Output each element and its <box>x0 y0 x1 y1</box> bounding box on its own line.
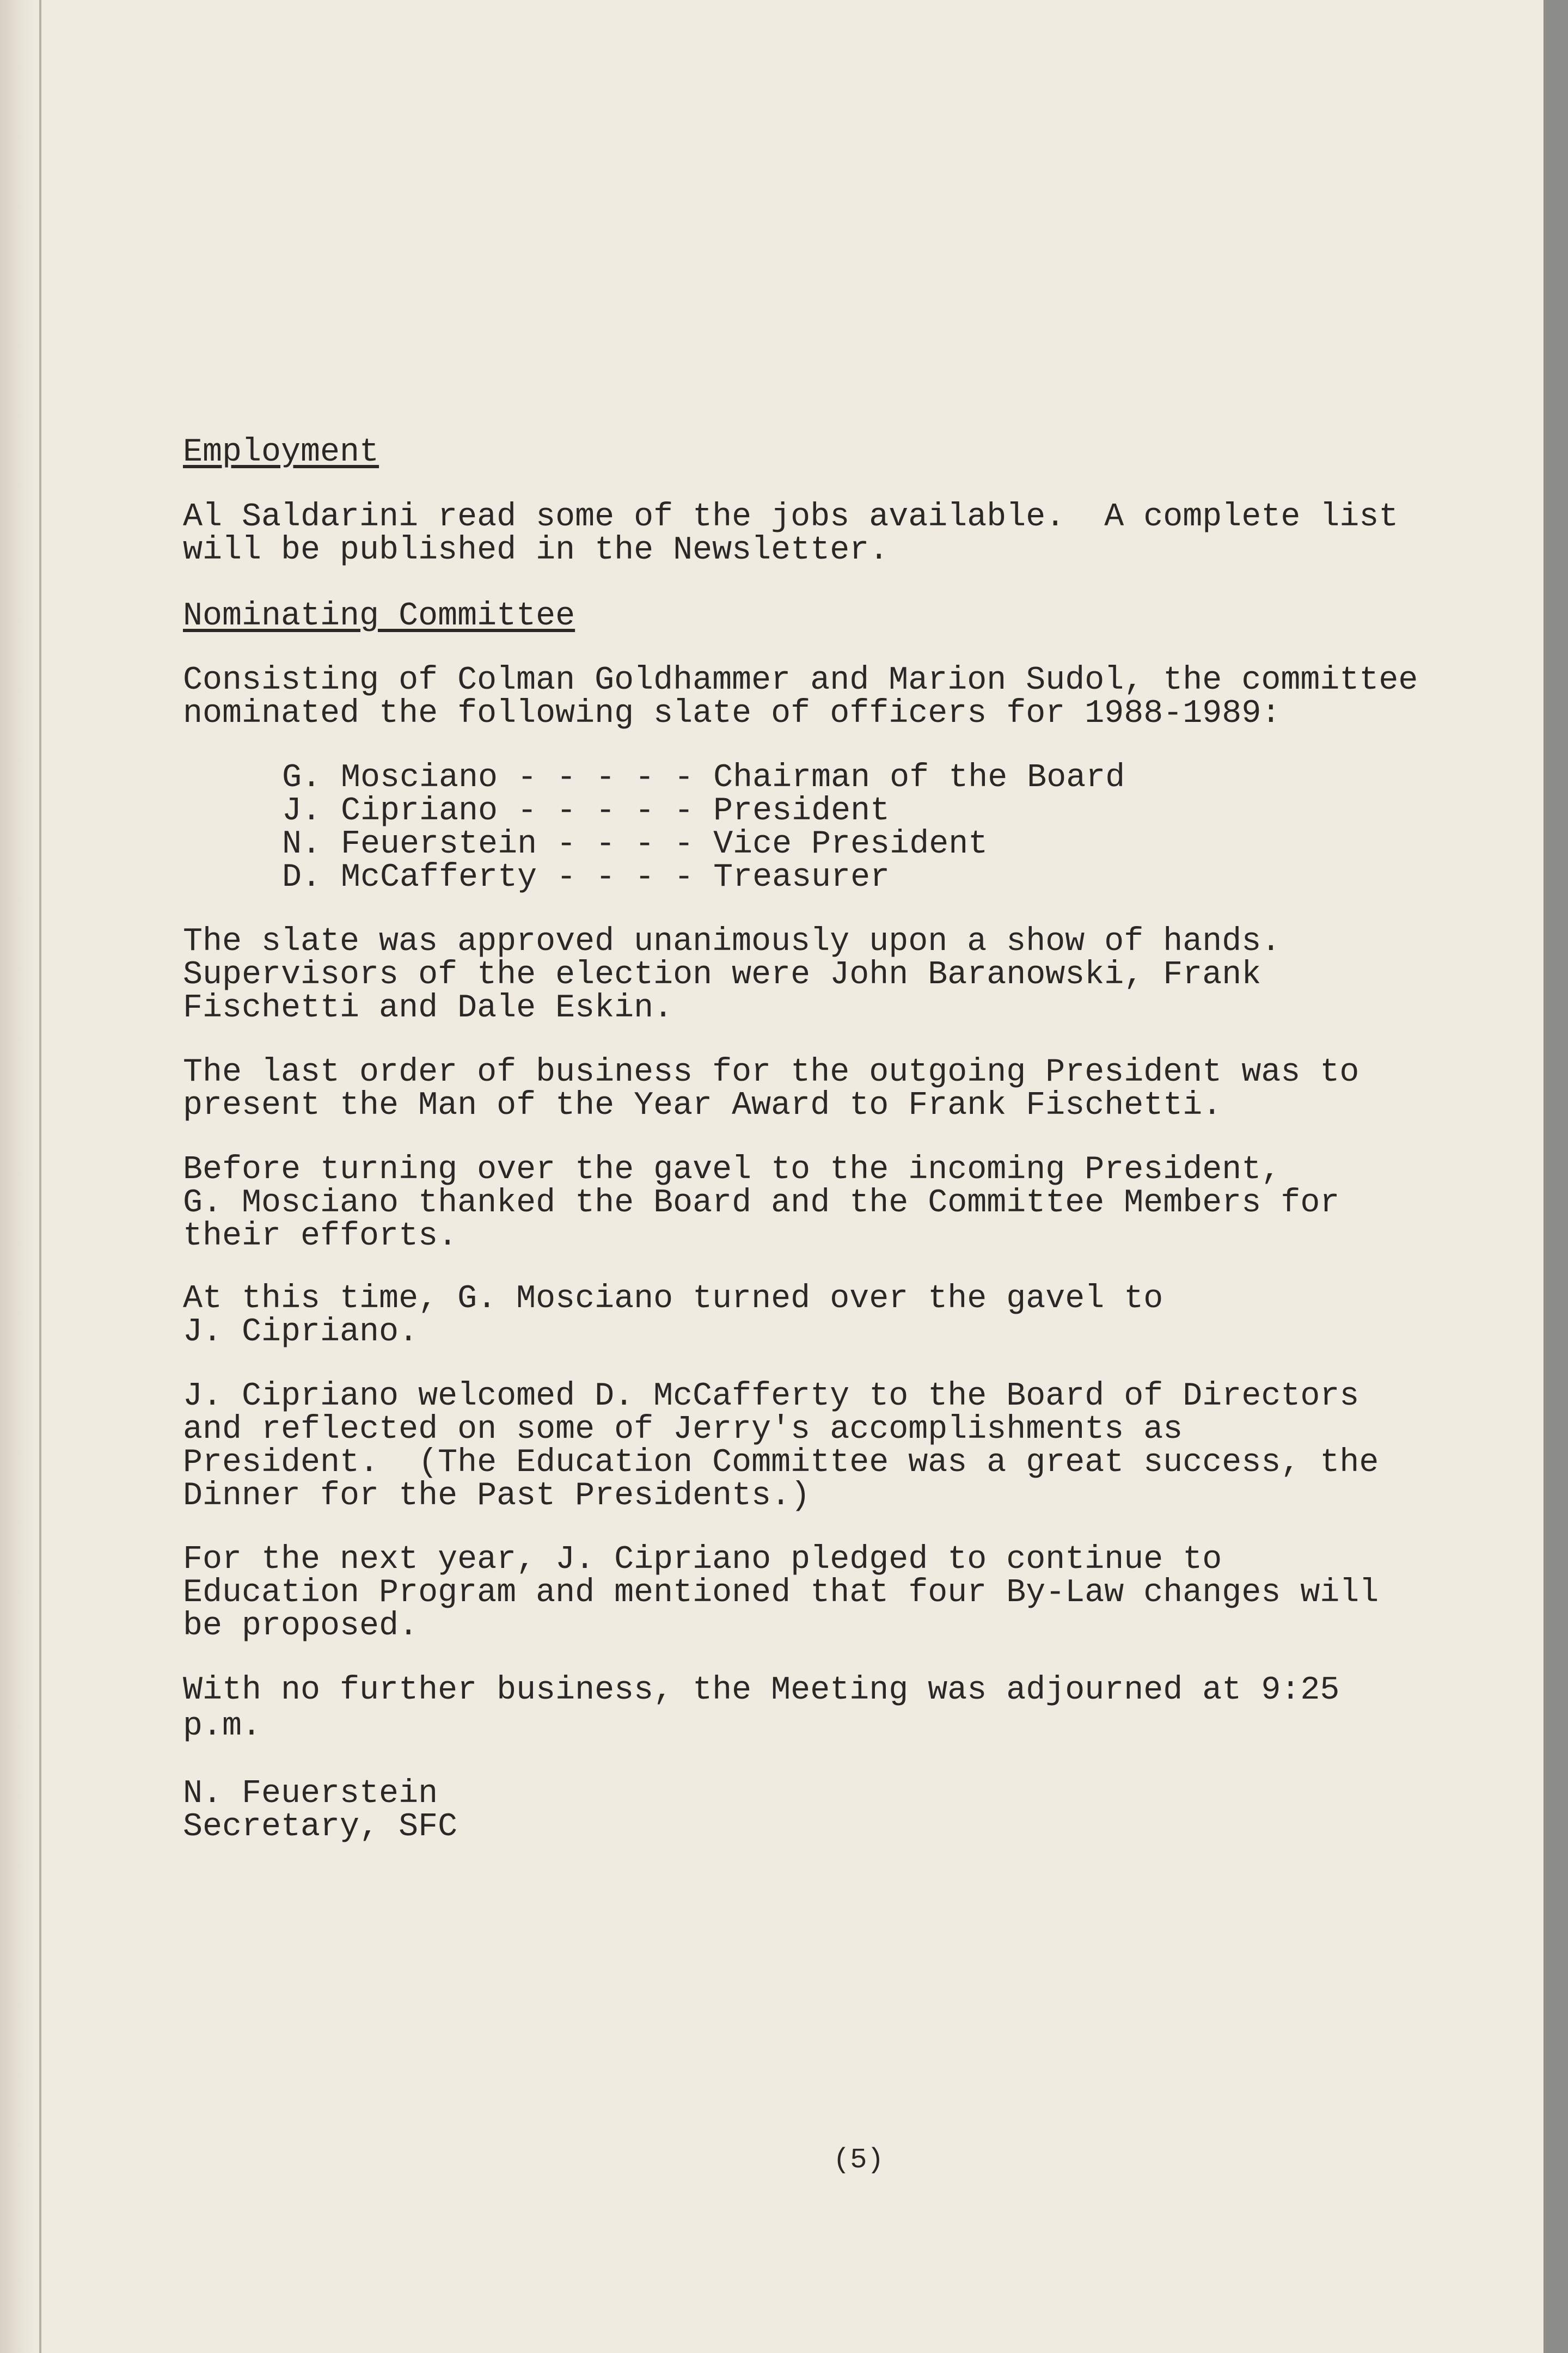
text-line: p.m. <box>183 1708 262 1745</box>
text-line: Consisting of Colman Goldhammer and Marion Sudol, the committee <box>183 662 1418 699</box>
paragraph-welcome <box>183 1380 1379 1513</box>
paragraph-thanks <box>183 1151 1340 1255</box>
text-line: Before turning over the gavel to the incoming President, <box>183 1151 1281 1188</box>
slate-item: D. McCafferty - - - - Treasurer <box>282 859 890 896</box>
binding-fold <box>39 0 41 2353</box>
employment-heading: Employment <box>183 434 379 471</box>
paragraph-approval <box>183 923 1281 1027</box>
text-line: At this time, G. Mosciano turned over the gavel to <box>183 1280 1163 1318</box>
text-line: G. Mosciano thanked the Board and the Committee Members for <box>183 1185 1340 1222</box>
text-line: their efforts. <box>183 1218 458 1255</box>
text-line: J. Cipriano. <box>183 1314 419 1351</box>
text-line: and reflected on some of Jerry's accomplishments as <box>183 1411 1183 1448</box>
text-line: President. (The Education Committee was a great success, the <box>183 1444 1379 1481</box>
text-line: will be published in the Newsletter. <box>183 532 889 569</box>
page-number: (5) <box>833 2144 884 2176</box>
slate-item: N. Feuerstein - - - - Vice President <box>282 826 988 863</box>
text-line: Education Program and mentioned that four By-Law changes will <box>183 1574 1379 1611</box>
paragraph-next-year <box>183 1543 1379 1643</box>
officer-slate <box>282 759 1125 896</box>
text-line: J. Cipriano welcomed D. McCafferty to the Board of Directors <box>183 1378 1359 1415</box>
text-line: present the Man of the Year Award to Frank Fischetti. <box>183 1087 1222 1124</box>
signer-name: N. Feuerstein <box>183 1775 438 1812</box>
signer-title: Secretary, SFC <box>183 1809 458 1846</box>
paragraph-award <box>183 1056 1359 1123</box>
text-line: The slate was approved unanimously upon a show of hands. <box>183 923 1281 960</box>
binding-edge <box>0 0 38 2353</box>
text-line: With no further business, the Meeting was adjourned at 9:25 <box>183 1672 1340 1709</box>
slate-item: J. Cipriano - - - - - President <box>282 793 890 830</box>
signature-block <box>183 1775 458 1846</box>
employment-paragraph <box>183 501 1398 567</box>
text-line: be proposed. <box>183 1608 419 1645</box>
text-line: The last order of business for the outgoing President was to <box>183 1054 1359 1091</box>
paragraph-adjourn <box>183 1674 1339 1743</box>
text-line: nominated the following slate of officers for 1988-1989: <box>183 695 1281 732</box>
text-line: Dinner for the Past Presidents.) <box>183 1478 811 1515</box>
text-line: Al Saldarini read some of the jobs available. A complete list <box>183 499 1399 536</box>
slate-item: G. Mosciano - - - - - Chairman of the Board <box>282 759 1125 796</box>
text-line: Fischetti and Dale Eskin. <box>183 990 673 1027</box>
nominating-heading: Nominating Committee <box>183 598 575 635</box>
nominating-paragraph <box>183 664 1418 731</box>
text-line: Supervisors of the election were John Baranowski, Frank <box>183 957 1261 994</box>
text-line: For the next year, J. Cipriano pledged to continue to <box>183 1541 1222 1578</box>
paragraph-gavel <box>183 1280 1163 1351</box>
